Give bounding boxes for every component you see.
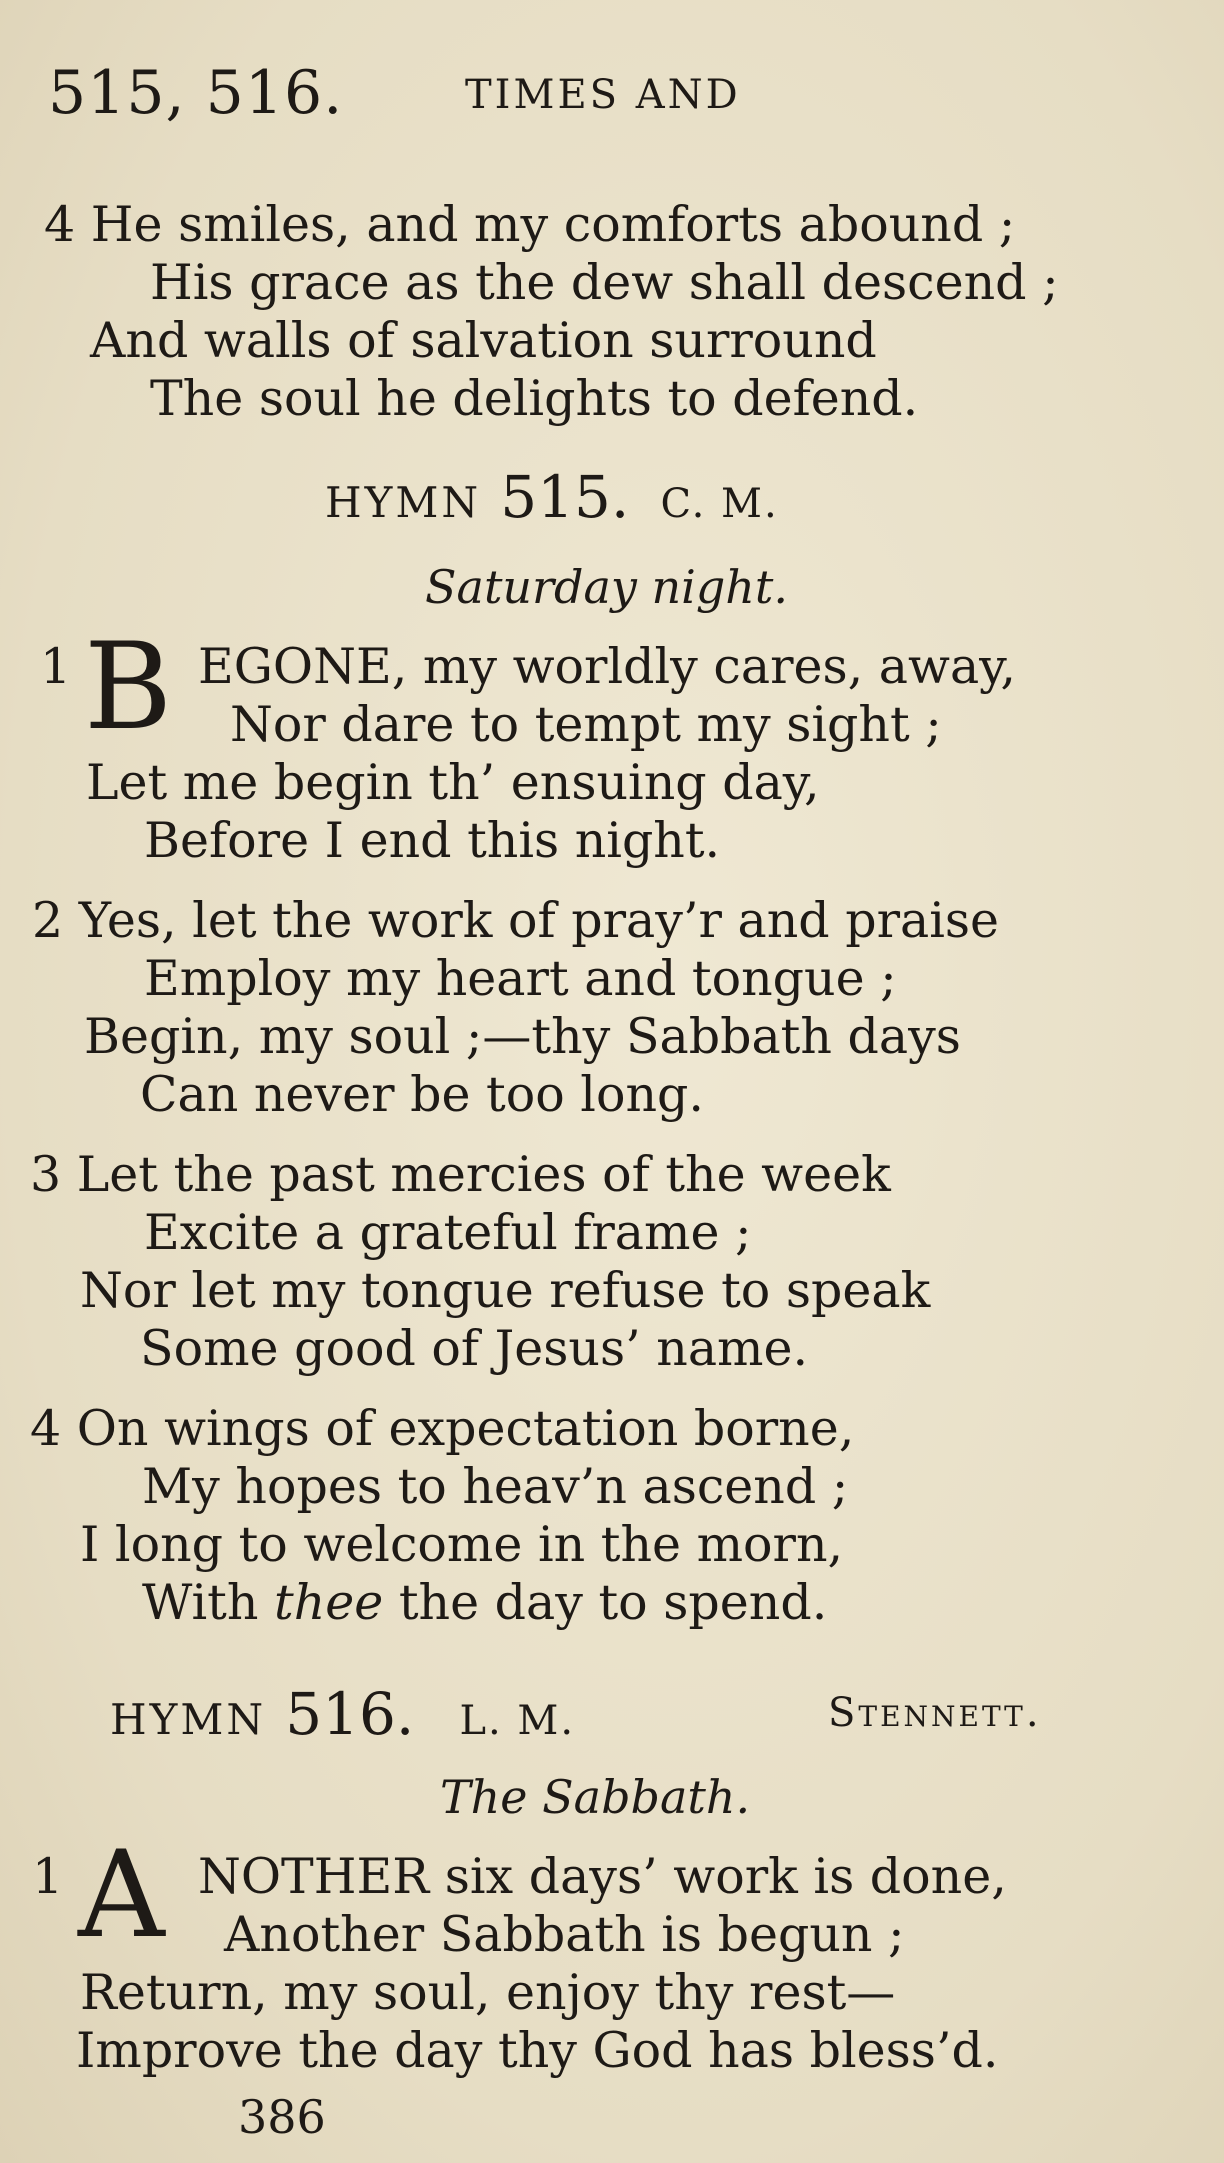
verse-number: 2 — [32, 892, 64, 949]
hymn-meter: C. M. — [660, 481, 779, 527]
verse-line: Before I end this night. — [144, 812, 721, 869]
verse-line: Begin, my soul ;—thy Sabbath days — [84, 1008, 961, 1065]
verse-line: Can never be too long. — [140, 1066, 704, 1123]
drop-cap: A — [78, 1826, 165, 1965]
hymn-515-heading — [325, 463, 779, 531]
hymn-label: HYMN — [325, 478, 482, 527]
verse-line: 2 Yes, let the work of pray’r and praise — [32, 892, 1000, 949]
hymn-516-heading — [110, 1680, 575, 1748]
hymn-meter: L. M. — [459, 1698, 576, 1744]
page-header-hymn-numbers: 515, 516. — [48, 58, 344, 128]
verse-line: Return, my soul, enjoy thy rest— — [80, 1964, 896, 2021]
verse-line: 3 Let the past mercies of the week — [30, 1146, 891, 1203]
verse-line: Nor let my tongue refuse to speak — [80, 1262, 931, 1319]
verse-line: I long to welcome in the morn, — [80, 1516, 844, 1573]
verse-line: Let me begin th’ ensuing day, — [86, 754, 820, 811]
hymn-number: 515. — [500, 463, 630, 531]
verse-number: 4 — [44, 196, 76, 253]
verse-number: 1 — [32, 1848, 64, 1905]
verse-line: His grace as the dew shall descend ; — [150, 254, 1059, 311]
hymn-515-subtitle: Saturday night. — [425, 560, 789, 614]
verse-number: 3 — [30, 1146, 62, 1203]
verse-line: And walls of salvation surround — [90, 312, 877, 369]
verse-line: Employ my heart and tongue ; — [144, 950, 897, 1007]
page-number: 386 — [238, 2090, 326, 2144]
verse-number: 4 — [30, 1400, 62, 1457]
verse-number: 1 — [40, 638, 72, 695]
verse-line: Excite a grateful frame ; — [144, 1204, 752, 1261]
hymn-number: 516. — [285, 1680, 415, 1748]
verse-line: 4 On wings of expectation borne, — [30, 1400, 855, 1457]
drop-cap: B — [84, 618, 173, 757]
verse-line: 4 He smiles, and my comforts abound ; — [44, 196, 1016, 253]
page-header-title: TIMES AND — [465, 72, 741, 118]
verse-line: Some good of Jesus’ name. — [140, 1320, 809, 1377]
verse-line: My hopes to heav’n ascend ; — [142, 1458, 849, 1515]
hymn-author: Stennett. — [828, 1690, 1042, 1736]
emphasized-word: thee — [274, 1574, 384, 1631]
hymn-label: HYMN — [110, 1695, 267, 1744]
verse-line: Improve the day thy God has bless’d. — [76, 2022, 999, 2079]
verse-line: NOTHER six days’ work is done, — [198, 1848, 1007, 1905]
verse-line: Another Sabbath is begun ; — [224, 1906, 905, 1963]
verse-line: The soul he delights to defend. — [150, 370, 919, 427]
hymn-516-subtitle: The Sabbath. — [440, 1770, 751, 1824]
verse-line: With thee the day to spend. — [142, 1574, 828, 1631]
verse-line: EGONE, my worldly cares, away, — [198, 638, 1016, 695]
verse-line: Nor dare to tempt my sight ; — [230, 696, 942, 753]
